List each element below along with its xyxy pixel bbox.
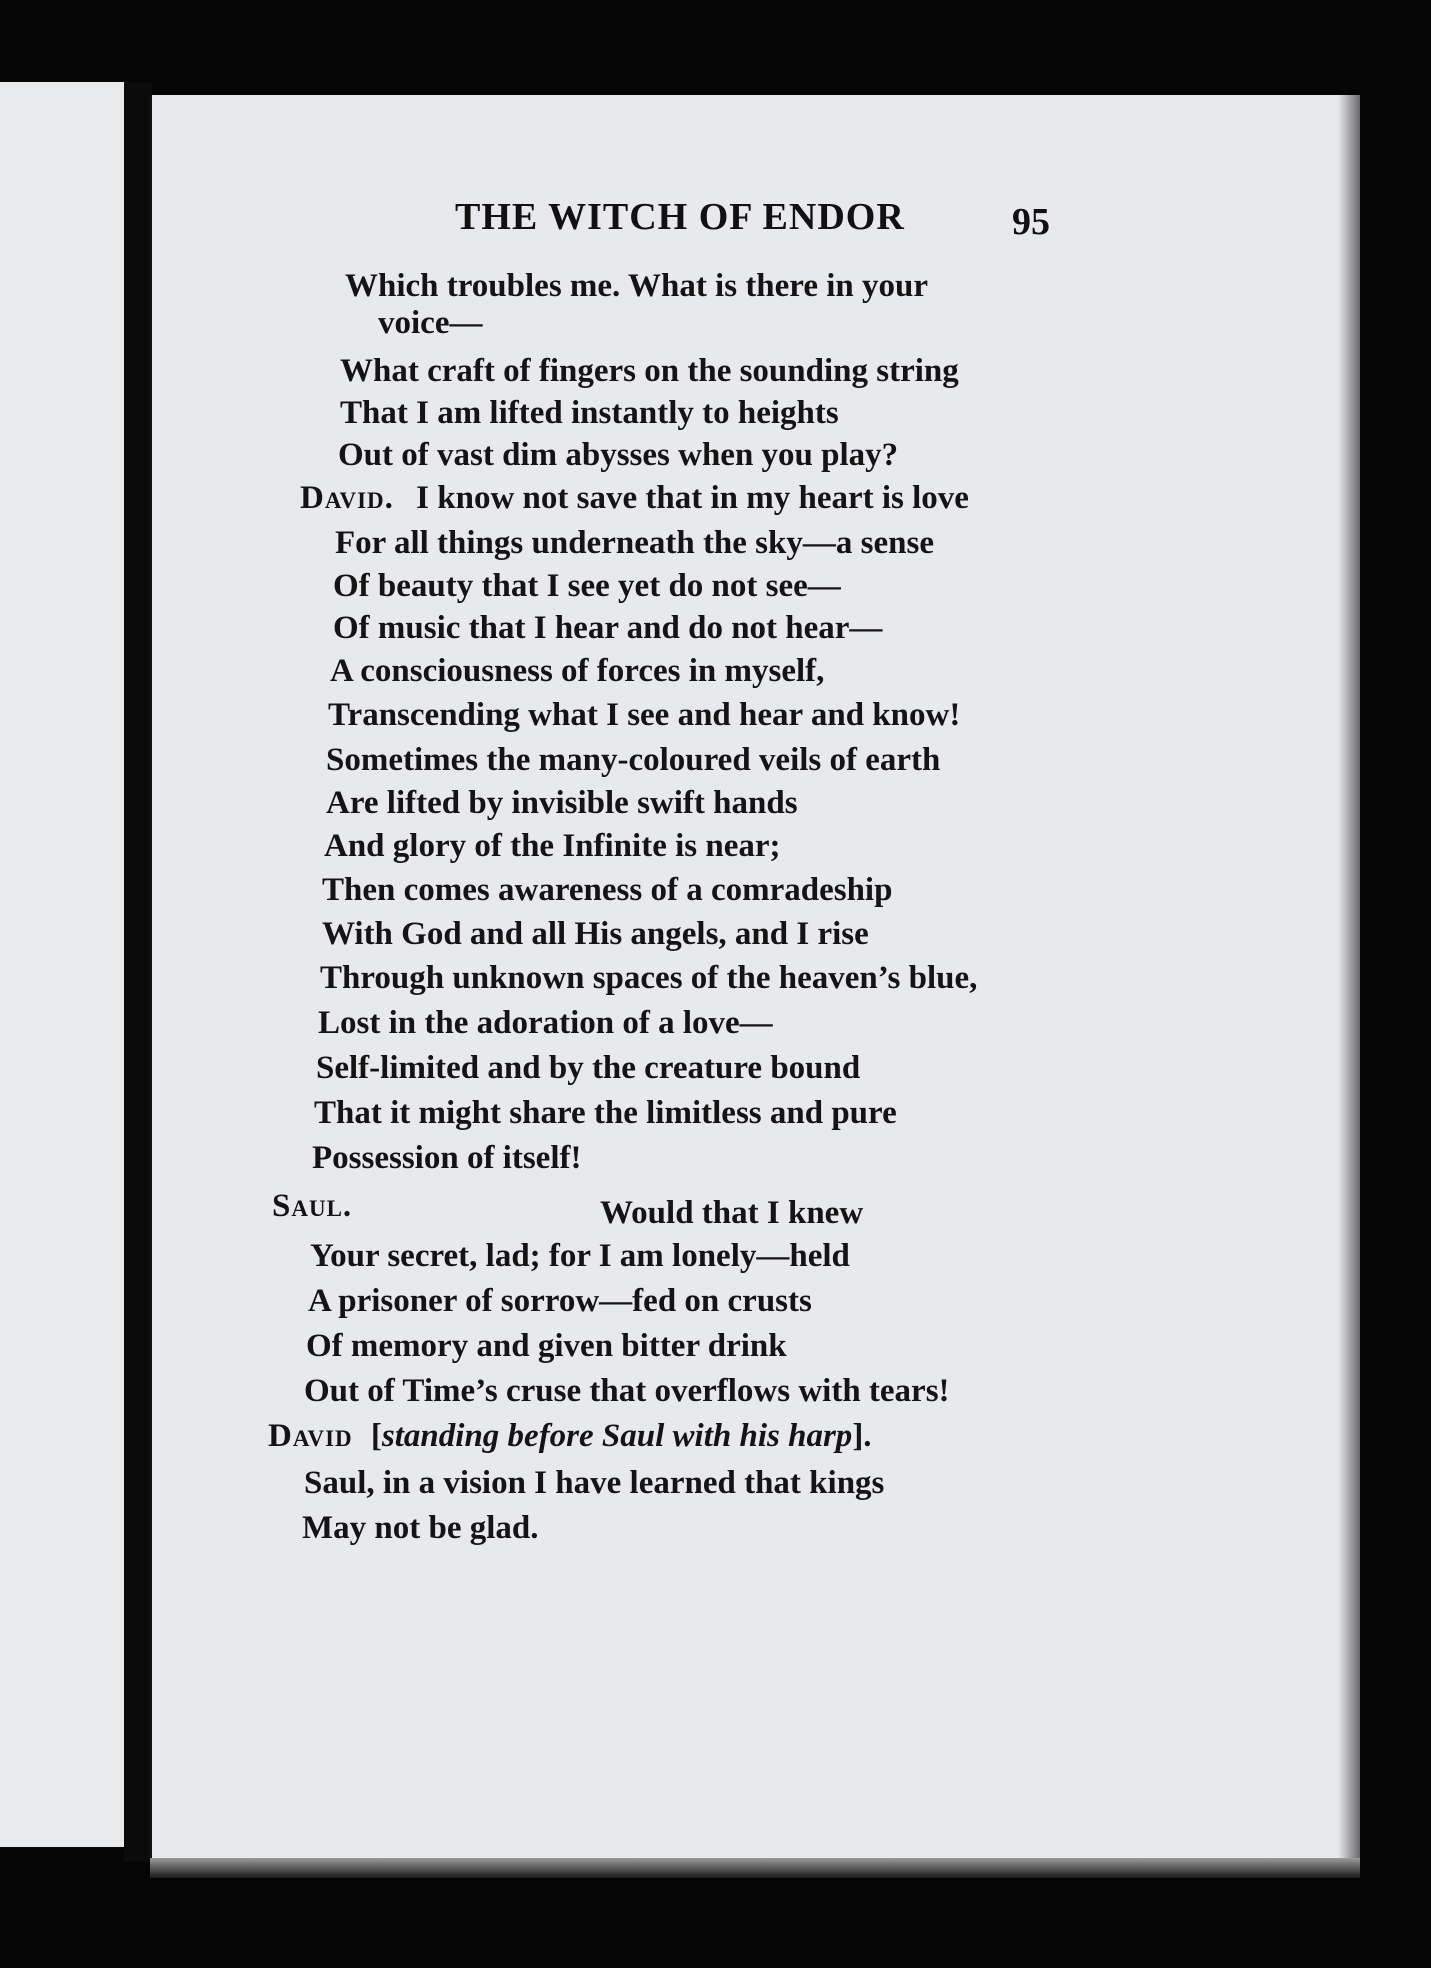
page-bottom-edge	[150, 1858, 1360, 1878]
speech-line	[300, 480, 969, 517]
verse-line: A consciousness of forces in myself,	[330, 653, 825, 689]
verse-line: Through unknown spaces of the heaven’s blue,	[320, 960, 978, 996]
speaker-label: Saul.	[272, 1188, 353, 1224]
verse-line: Saul, in a vision I have learned that kings	[304, 1465, 885, 1501]
verse-line: Out of Time’s cruse that overflows with tears!	[304, 1373, 950, 1409]
verse-line: voice—	[378, 305, 483, 341]
running-head: THE WITCH OF ENDOR	[455, 196, 905, 238]
verse-line: Possession of itself!	[312, 1140, 582, 1176]
speaker-name	[272, 1188, 352, 1225]
verse-line: Lost in the adoration of a love—	[318, 1005, 773, 1041]
stage-direction-line	[268, 1418, 872, 1455]
book-gutter	[124, 82, 152, 1862]
verse-line: For all things underneath the sky—a sense	[335, 525, 934, 561]
verse-line: Of memory and given bitter drink	[306, 1328, 787, 1364]
stage-direction: standing before Saul with his harp	[381, 1418, 853, 1454]
verse-line: What craft of fingers on the sounding string	[340, 353, 959, 389]
speaker-name: David.	[300, 480, 394, 516]
verse-line: Your secret, lad; for I am lonely—held	[310, 1238, 850, 1274]
verse-line: Are lifted by invisible swift hands	[326, 785, 798, 821]
verse-line: Which troubles me. What is there in your	[345, 268, 929, 304]
verse-line: Of music that I hear and do not hear—	[333, 610, 883, 646]
verse-line: That I am lifted instantly to heights	[340, 395, 839, 431]
verse-line: With God and all His angels, and I rise	[322, 916, 869, 952]
verse-line: That it might share the limitless and pure	[314, 1095, 897, 1131]
verse-line: Would that I knew	[600, 1195, 864, 1231]
verse-text: I know not save that in my heart is love	[416, 480, 969, 516]
verse-line: Then comes awareness of a comradeship	[322, 872, 893, 908]
bracket-close: ].	[852, 1418, 872, 1454]
verse-line: Self-limited and by the creature bound	[316, 1050, 861, 1086]
verse-line: A prisoner of sorrow—fed on crusts	[308, 1283, 812, 1319]
bracket-open: [	[370, 1418, 382, 1454]
verse-line: And glory of the Infinite is near;	[324, 828, 781, 864]
verse-line: Transcending what I see and hear and know!	[328, 697, 961, 733]
verse-line: May not be glad.	[302, 1510, 539, 1546]
facing-page	[0, 82, 132, 1847]
verse-line: Of beauty that I see yet do not see—	[333, 568, 841, 604]
speaker-name: David	[268, 1418, 353, 1454]
verse-line: Sometimes the many-coloured veils of earth	[326, 742, 941, 778]
page-edge-shadow	[1338, 95, 1360, 1863]
verse-line: Out of vast dim abysses when you play?	[338, 437, 899, 473]
page-number: 95	[1012, 201, 1050, 243]
